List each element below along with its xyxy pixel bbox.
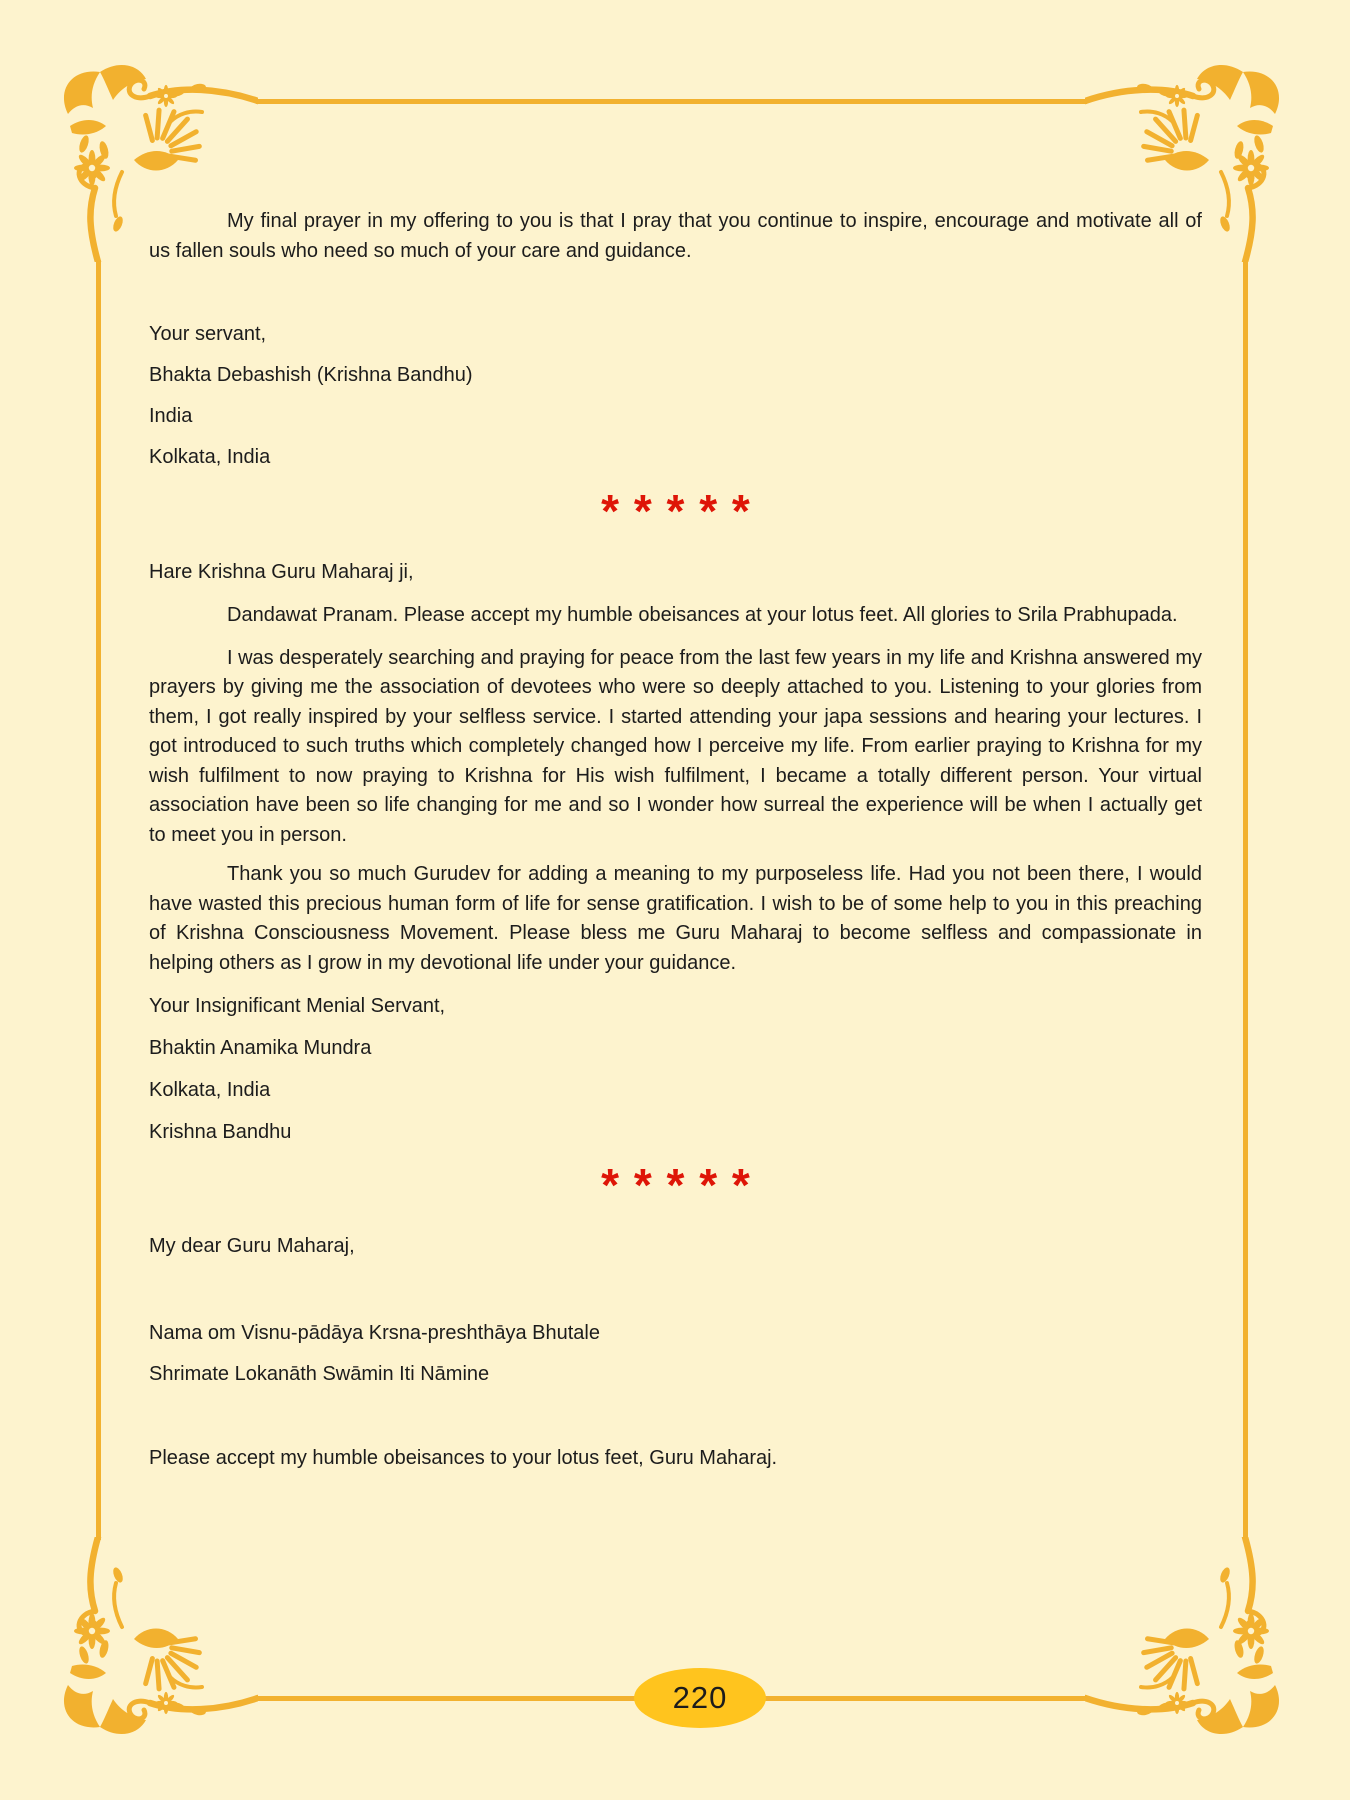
floral-corner-ornament-bottom-right: [1085, 1537, 1285, 1737]
letter1-signature-city: Kolkata, India: [149, 446, 271, 468]
asterisk-separator: * * * * *: [601, 485, 750, 537]
letter2-signature-alias: Krishna Bandhu: [149, 1121, 292, 1143]
letter3-paragraph: Please accept my humble obeisances to your lotus feet, Guru Maharaj.: [149, 1446, 778, 1469]
letter2-signature-block: [149, 992, 1202, 1160]
letter2-paragraph: Dandawat Pranam. Please accept my humble obeisances at your lotus feet. All glories to Srila Prabhupada.: [227, 604, 1178, 626]
letter2-paragraph: I was desperately searching and praying for peace from the last few years in my life and Krishna answered my prayers by giving me the association of devotees who were so deeply attached to you. Listening to your glories from them, I got really inspired by your selfless service. I started attending your japa sessions and hearing your lectures. I got introduced to such truths which completely changed how I perceive my life. From earlier praying to Krishna for my wish fulfilment to now praying to Krishna for His wish fulfilment, I became a totally different person. Your virtual association have been so life changing for me and so I wonder how surreal the experience will be when I actually get to meet you in person.: [149, 646, 1202, 846]
letter1-signature-name: Bhakta Debashish (Krishna Bandhu): [149, 364, 473, 386]
page-number-badge: [634, 1668, 766, 1728]
letter1-signature-line: Your servant,: [149, 323, 267, 345]
letter2-paragraph: Thank you so much Gurudev for adding a meaning to my purposeless life. Had you not been there, I would have wasted this precious human form of life for sense gratification. I wish to be of some help to you in this preaching of Krishna Consciousness Movement. Please bless me Guru Maharaj to become selfless and compassionate in helping others as I grow in my devotional life under your guidance.: [149, 863, 1202, 974]
border-line-right: [1243, 260, 1248, 1540]
letter1-signature-country: India: [149, 405, 193, 427]
letter2-signature-line: Your Insignificant Menial Servant,: [149, 995, 446, 1017]
letter3-verse-line: Nama om Visnu-pādāya Krsna-preshthāya Bhutale: [149, 1321, 600, 1344]
letter3-salutation: My dear Guru Maharaj,: [149, 1235, 355, 1257]
page-text-column: [149, 0, 1202, 1473]
letter3-verse-line: Shrimate Lokanāth Swāmin Iti Nāmine: [149, 1363, 490, 1385]
letter2-signature-city: Kolkata, India: [149, 1079, 271, 1101]
letter2-salutation: Hare Krishna Guru Maharaj ji,: [149, 561, 414, 583]
letter1-signature-block: [149, 320, 1202, 484]
asterisk-separator: * * * * *: [601, 1159, 750, 1211]
letter1-closing-paragraph: My final prayer in my offering to you is that I pray that you continue to inspire, encourage and motivate all of us fallen souls who need so much of your care and guidance.: [149, 210, 1202, 262]
border-line-left: [96, 260, 101, 1540]
page-number: 220: [672, 1680, 728, 1715]
floral-corner-ornament-bottom-left: [58, 1537, 258, 1737]
letter2-signature-name: Bhaktin Anamika Mundra: [149, 1037, 372, 1059]
